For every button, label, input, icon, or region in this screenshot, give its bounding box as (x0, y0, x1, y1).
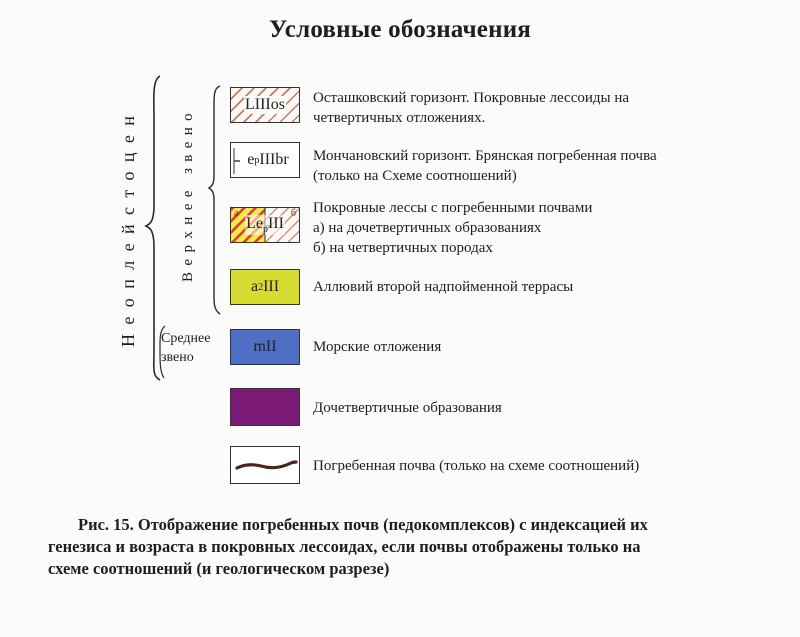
legend-text-bryansk (313, 146, 657, 186)
legend-line: четвертичных отложениях. (313, 110, 486, 126)
figure-caption (48, 514, 778, 580)
swatch-code-alluvium-sup: 2 (258, 281, 264, 293)
caption-line: Рис. 15. Отображение погребенных почв (педокомплексов) с индексацией их (78, 515, 648, 534)
swatch-code-loess-sub: p (262, 224, 268, 236)
legend-title: Условные обозначения (268, 16, 532, 43)
middle-link-line1: Среднее (161, 331, 211, 346)
legend-swatch-prequaternary (230, 388, 300, 426)
legend-line: Погребенная почва (только на схеме соотношений) (313, 458, 640, 474)
caption-line: генезиса и возраста в покровных лессоидах, если почвы отображены только на (48, 537, 641, 556)
legend-line: б) на четвертичных породах (313, 240, 493, 256)
legend-line: Покровные лессы с погребенными почвами (313, 200, 593, 216)
legend-text-loess (313, 198, 592, 258)
upper-link-label: Верхнее звено (180, 106, 196, 282)
legend-line: (только на Схеме соотношений) (313, 168, 517, 184)
swatch-code-loess-L: L (246, 214, 256, 232)
legend-line: а) на дочетвертичных образованиях (313, 220, 542, 236)
swatch-code-loess-e: e (255, 214, 263, 232)
swatch-code-marine: mII (253, 338, 277, 355)
loess-mark-a: a (234, 208, 239, 219)
legend-line: Мончановский горизонт. Брянская погребенная почва (313, 148, 657, 164)
legend-swatch-alluvium (230, 269, 300, 305)
loess-mark-b: б (290, 208, 296, 219)
neopleistocene-bracket (146, 76, 160, 380)
upper-link-bracket (209, 86, 220, 314)
swatch-code-loess-rest: III (267, 214, 284, 232)
legend-line: Осташковский горизонт. Покровные лессоиды на (313, 90, 630, 106)
legend-swatch-marine (230, 329, 300, 365)
legend-text-prequaternary (313, 398, 502, 418)
legend-line: Дочетвертичные образования (313, 400, 502, 416)
legend-line: Аллювий второй надпойменной террасы (313, 279, 574, 295)
swatch-code-bryansk-sub: p (254, 154, 260, 166)
legend-swatch-loess (230, 207, 300, 243)
legend-text-ostashkov (313, 88, 629, 128)
legend-line: Морские отложения (313, 339, 442, 355)
legend-swatch-bryansk (230, 142, 300, 178)
caption-line: схеме соотношений (и геологическом разрезе) (48, 559, 390, 578)
legend-swatch-ostashkov (230, 87, 300, 123)
legend-text-buried-soil (313, 456, 639, 476)
legend-swatch-buried-soil (230, 446, 300, 484)
buried-soil-line-icon (231, 447, 300, 484)
swatch-code-ostashkov: LIIIos (245, 96, 285, 113)
middle-link-line2: звено (161, 350, 194, 365)
swatch-code-alluvium-rest: III (263, 278, 280, 295)
swatch-code-bryansk-rest: IIIbr (259, 151, 289, 168)
swatch-code-bryansk-e: e (247, 151, 255, 168)
legend-text-alluvium (313, 277, 573, 297)
middle-link-label (161, 329, 210, 367)
swatch-code-alluvium-base: a (250, 278, 259, 295)
legend-text-marine (313, 337, 441, 357)
neopleistocene-label: Неоплейстоцен (118, 106, 138, 347)
